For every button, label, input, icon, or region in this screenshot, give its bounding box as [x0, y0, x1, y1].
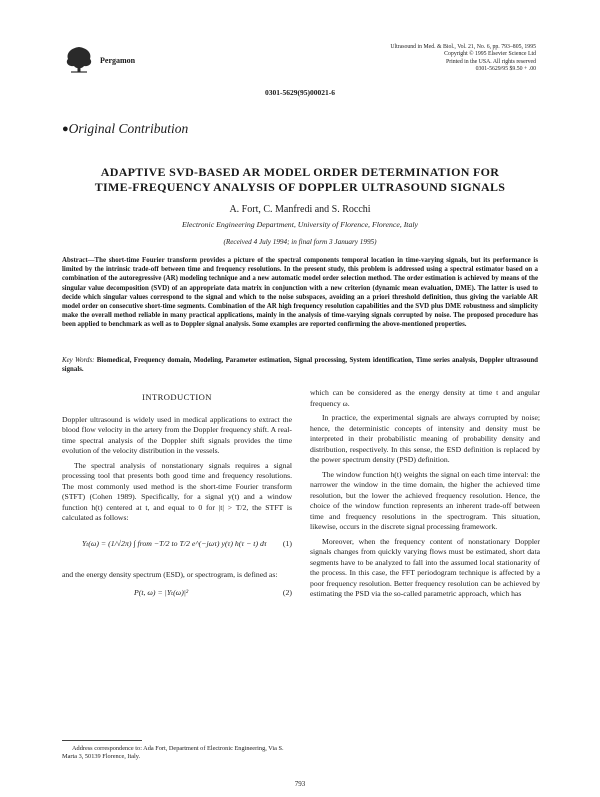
- correspondence-footnote: Address correspondence to: Ada Fort, Department of Electronic Engineering, Via S. Marta 3, 50139 Florence, Italy.: [62, 745, 284, 760]
- footnote-rule: [62, 740, 142, 741]
- paragraph: In practice, the experimental signals are always corrupted by noise; hence, the deterministic concepts of intensity and density must be interpreted in their probabilistic meaning of probability density and distribution, respectively. In this sense, the ESD definition is replaced by the power spectrum density (PSD) definition.: [310, 413, 540, 464]
- section-label: [62, 121, 188, 137]
- equation-2-number: (2): [282, 588, 292, 597]
- abstract-text: —The short-time Fourier transform provides a picture of the spectral components temporal location in time-varying signals, but its performance is limited by the intrinsic trade-off between time and frequency resolutions. In the present study, this problem is addressed using a spectral estimator based on a combination of the autoregressive (AR) modeling technique and a new automatic model order selection method. The order estimation is achieved by means of the singular value decomposition (SVD) of an appropriate data matrix in conjunction with a new criterion (dynamic mean evaluation, DME). The latter is used to decide which singular values correspond to the signal and which to the noise subspaces, avoiding an a priori threshold definition, thus giving the variable AR model order on consecutive short-time segments. Combination of the AR high frequency resolution capabilities and the SVD plus DME robustness and simplicity make the overall method reliable in many practical applications, mainly in the analysis of time-varying signals corrupted by noise. The proposed procedure has been applied to benchmark as well as to Doppler signal analysis. Some examples are reported confirming the above-mentioned properties.: [62, 257, 538, 329]
- section-bullet: ●: [62, 123, 69, 135]
- price-code: 0301-5629/95 $9.50 + .00: [475, 66, 536, 73]
- journal-info: [326, 44, 536, 74]
- keywords-text: Biomedical, Frequency domain, Modeling, Parameter estimation, Signal processing, System identification, Time series analysis, Doppler ultrasound signals.: [62, 357, 539, 374]
- keywords: [62, 356, 538, 374]
- pergamon-tree-logo: [62, 45, 96, 73]
- paragraph: which can be considered as the energy density at time t and angular frequency ω.: [310, 388, 540, 408]
- article-doi: 0301-5629(95)00021-6: [265, 88, 335, 97]
- article-authors: A. Fort, C. Manfredi and S. Rocchi: [229, 204, 371, 215]
- keywords-label: Key Words:: [62, 357, 95, 364]
- body-column-left: [62, 388, 292, 614]
- copyright-line: Copyright © 1995 Elsevier Science Ltd: [444, 51, 536, 58]
- paragraph: The spectral analysis of nonstationary signals requires a signal processing tool that presents both good time and frequency resolutions. The most commonly used method is the short-time Fourier transform (STFT) (Cohen 1989). Specifically, for a signal y(t) and a window function h(t) centered at t, and equal to 0 for |t| > T/2, the STFT is calculated as follows:: [62, 460, 292, 522]
- paragraph: Moreover, when the frequency content of nonstationary Doppler signals changes from quickly varying flows must be estimated, short data segments have to be analyzed to fall into the assumed local stationarity of the process. In this case, the FFT periodogram technique is affected by a poor frequency resolution. Better frequency resolution can be achieved by estimating the PSD via the so-called parametric approach, which has: [310, 536, 540, 598]
- section-heading-introduction: INTRODUCTION: [142, 392, 212, 402]
- publisher-name: Pergamon: [100, 56, 136, 65]
- equation-2-expression: P(t, ω) = |Yₜ(ω)|²: [134, 588, 189, 597]
- paragraph: and the energy density spectrum (ESD), or spectrogram, is defined as:: [62, 569, 278, 579]
- received-dates: (Received 4 July 1994; in final form 3 January 1995): [223, 238, 377, 246]
- abstract: [62, 256, 538, 330]
- section-label-text: Original Contribution: [68, 121, 189, 136]
- body-column-right: [310, 388, 540, 600]
- equation-1: [62, 532, 292, 562]
- article-title-line-2: TIME-FREQUENCY ANALYSIS OF DOPPLER ULTRASOUND SIGNALS: [94, 180, 506, 194]
- paragraph: Doppler ultrasound is widely used in medical applications to extract the blood flow velocity in the artery from the Doppler frequency shift. A real-time spectral analysis of the Doppler shift signals provides the time evolution of the velocity distribution in the vessels.: [62, 414, 292, 455]
- equation-2: [62, 586, 292, 604]
- page-number: 793: [294, 780, 306, 788]
- equation-1-number: (1): [282, 538, 292, 548]
- journal-citation: Ultrasound in Med. & Biol., Vol. 21, No. 6, pp. 793–805, 1995: [390, 44, 536, 50]
- printed-line: Printed in the USA. All rights reserved: [445, 58, 536, 65]
- article-title: [40, 165, 560, 195]
- abstract-label: Abstract: [62, 257, 88, 264]
- author-affiliation: Electronic Engineering Department, University of Florence, Florence, Italy: [181, 220, 418, 229]
- paragraph: The window function h(t) weights the signal on each time interval: the narrower the window in the time domain, the higher the achieved time resolution, but the lower the achieved frequency resolution. Hence, the choice of the window function represents an inherent trade-off between time and frequency resolutions in the spectrogram. This situation, likewise, occurs in the discrete signal processing framework.: [310, 469, 540, 531]
- article-title-line-1: ADAPTIVE SVD-BASED AR MODEL ORDER DETERMINATION FOR: [100, 165, 500, 179]
- equation-1-expression: Yₜ(ω) = (1/√2π) ∫ from −T/2 to T/2 e^(−jωτ) y(τ) h(τ − t) dτ: [82, 538, 267, 548]
